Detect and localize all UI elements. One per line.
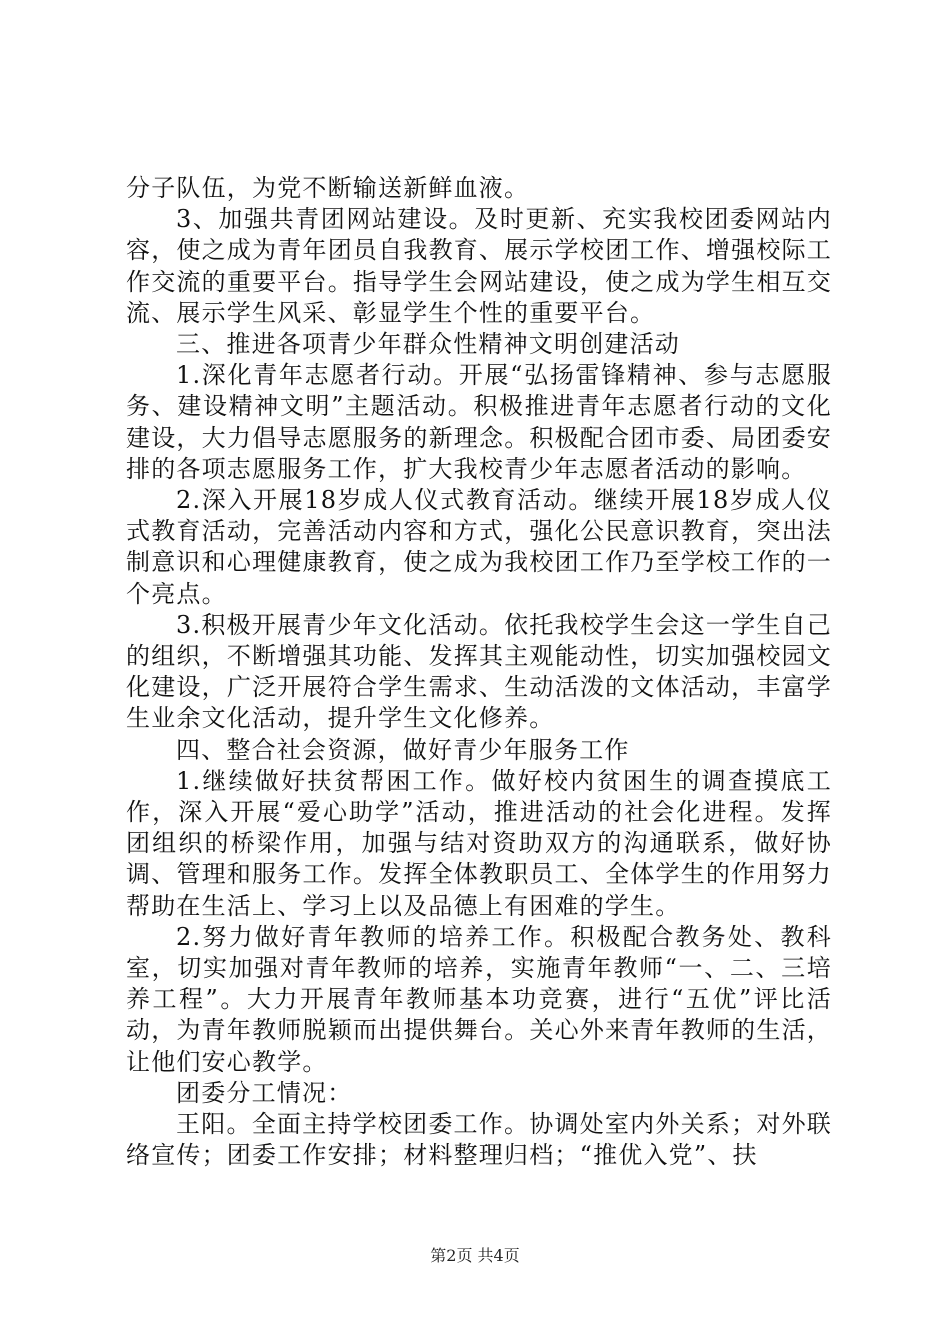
paragraph-teacher-training: 2.努力做好青年教师的培养工作。积极配合教务处、教科室，切实加强对青年教师的培养，实施青年教师“一、二、三培养工程”。大力开展青年教师基本功竞赛，进行“五优”评比活动，为青年教师脱颖而出提供舞台。关心外来青年教师的生活，让他们安心教学。 [126,922,832,1076]
section-heading-4: 四、整合社会资源，做好青少年服务工作 [176,735,630,764]
paragraph-poverty-aid: 1.继续做好扶贫帮困工作。做好校内贫困生的调查摸底工作，深入开展“爱心助学”活动，推进活动的社会化进程。发挥团组织的桥梁作用，加强与结对资助双方的沟通联系，做好协调、管理和服务工作。发挥全体教职员工、全体学生的作用努力帮助在生活上、学习上以及品德上有困难的学生。 [126,766,832,920]
paragraph-continuation: 分子队伍，为党不断输送新鲜血液。 [126,174,530,202]
paragraph-volunteer: 1.深化青年志愿者行动。开展“弘扬雷锋精神、参与志愿服务、建设精神文明”主题活动。积极推进青年志愿者行动的文化建设，大力倡导志愿服务的新理念。积极配合团市委、局团委安排的各项志愿服务工作，扩大我校青少年志愿者活动的影响。 [126,361,832,483]
paragraph-culture-activities: 3.积极开展青少年文化活动。依托我校学生会这一学生自己的组织，不断增强其功能、发挥其主观能动性，切实加强校园文化建设，广泛开展符合学生需求、生动活泼的文体活动，丰富学生业余文化活动，提升学生文化修养。 [126,610,832,733]
paragraph-website-building: 3、加强共青团网站建设。及时更新、充实我校团委网站内容，使之成为青年团员自我教育、展示学校团工作、增强校际工作交流的重要平台。指导学生会网站建设，使之成为学生相互交流、展示学生风采、彰显学生个性的重要平台。 [126,205,832,327]
paragraph-division-heading: 团委分工情况： [176,1078,353,1107]
page-number-footer: 第2页 共4页 [430,1246,520,1265]
section-heading-3: 三、推进各项青少年群众性精神文明创建活动 [176,330,680,359]
document-body [126,173,832,1172]
paragraph-adult-ceremony: 2.深入开展18岁成人仪式教育活动。继续开展18岁成人仪式教育活动，完善活动内容和方式，强化公民意识教育，突出法制意识和心理健康教育，使之成为我校团工作乃至学校工作的一个亮点。 [126,486,832,608]
paragraph-wang-yang: 王阳。全面主持学校团委工作。协调处室内外关系；对外联络宣传；团委工作安排；材料整理归档；“推优入党”、扶 [126,1110,832,1170]
